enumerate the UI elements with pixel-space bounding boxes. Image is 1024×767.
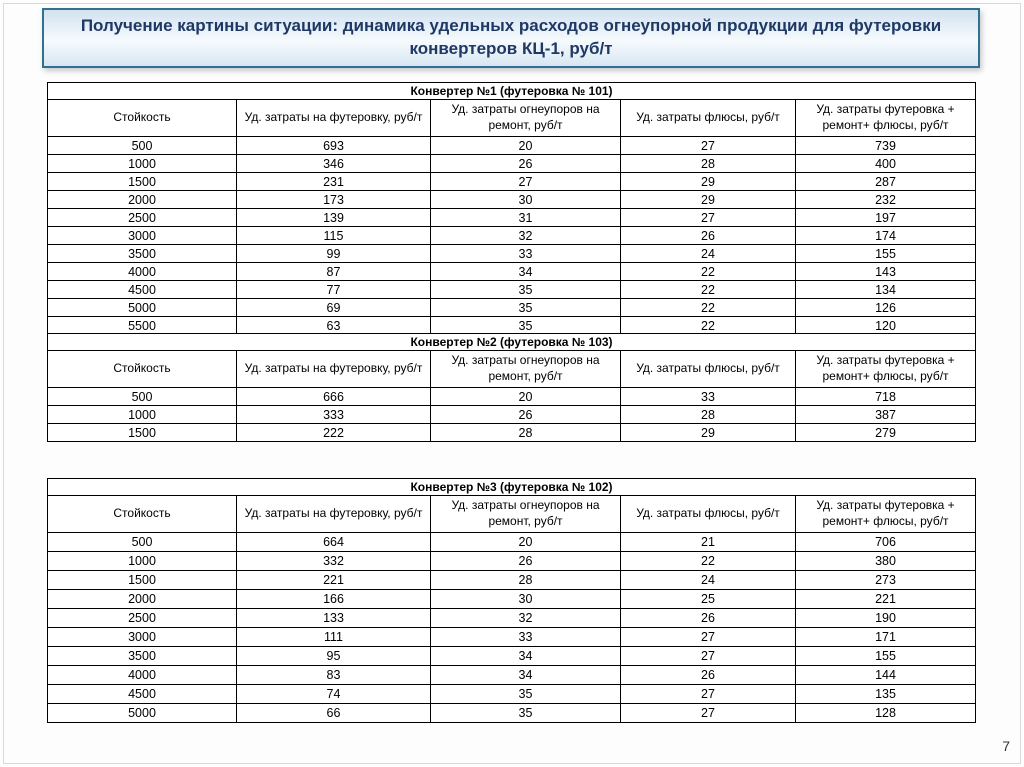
table-converter-3	[47, 478, 976, 723]
cell: 128	[796, 704, 976, 723]
cell: 500	[48, 533, 237, 552]
cell: 22	[621, 263, 796, 281]
table-row	[48, 406, 976, 424]
cell: 30	[431, 590, 621, 609]
cell: 35	[431, 704, 621, 723]
cell: 4000	[48, 666, 237, 685]
cell: 273	[796, 571, 976, 590]
cell: 2000	[48, 590, 237, 609]
cell: 231	[237, 173, 431, 191]
cell: 174	[796, 227, 976, 245]
cell: 111	[237, 628, 431, 647]
cell: 27	[621, 137, 796, 155]
cell: 115	[237, 227, 431, 245]
cell: 664	[237, 533, 431, 552]
table-row	[48, 590, 976, 609]
cell: 35	[431, 685, 621, 704]
cell: 87	[237, 263, 431, 281]
header-row	[48, 496, 976, 533]
cell: 77	[237, 281, 431, 299]
table-row	[48, 299, 976, 317]
cell: 34	[431, 666, 621, 685]
column-header: Уд. затраты на футеровку, руб/т	[237, 351, 431, 388]
table-row	[48, 424, 976, 442]
cell: 21	[621, 533, 796, 552]
cell: 171	[796, 628, 976, 647]
cell: 33	[431, 245, 621, 263]
cell: 27	[621, 628, 796, 647]
column-header: Уд. затраты огнеупоров на ремонт, руб/т	[431, 351, 621, 388]
cell: 718	[796, 388, 976, 406]
cell: 26	[621, 227, 796, 245]
table-row	[48, 388, 976, 406]
table-converter-2	[47, 333, 976, 442]
cell: 31	[431, 209, 621, 227]
table-title: Конвертер №2 (футеровка № 103)	[48, 334, 976, 351]
cell: 29	[621, 191, 796, 209]
table-row	[48, 317, 976, 335]
cell: 26	[621, 609, 796, 628]
cell: 22	[621, 552, 796, 571]
cell: 739	[796, 137, 976, 155]
table-row	[48, 245, 976, 263]
column-header: Уд. затраты флюсы, руб/т	[621, 351, 796, 388]
cell: 232	[796, 191, 976, 209]
table-row	[48, 685, 976, 704]
cell: 26	[431, 406, 621, 424]
cell: 63	[237, 317, 431, 335]
table-title-row	[48, 479, 976, 496]
cell: 95	[237, 647, 431, 666]
cell: 500	[48, 137, 237, 155]
cell: 135	[796, 685, 976, 704]
column-header: Уд. затраты футеровка + ремонт+ флюсы, руб/т	[796, 100, 976, 137]
cell: 500	[48, 388, 237, 406]
table-row	[48, 571, 976, 590]
cell: 120	[796, 317, 976, 335]
cell: 143	[796, 263, 976, 281]
table-row	[48, 191, 976, 209]
table-title: Конвертер №1 (футеровка № 101)	[48, 83, 976, 100]
column-header: Стойкость	[48, 351, 237, 388]
cell: 28	[431, 424, 621, 442]
cell: 5000	[48, 299, 237, 317]
cell: 26	[431, 155, 621, 173]
cell: 400	[796, 155, 976, 173]
cell: 26	[431, 552, 621, 571]
cell: 155	[796, 647, 976, 666]
cell: 33	[621, 388, 796, 406]
column-header: Уд. затраты огнеупоров на ремонт, руб/т	[431, 496, 621, 533]
cell: 27	[621, 209, 796, 227]
table-title-row	[48, 334, 976, 351]
cell: 35	[431, 299, 621, 317]
cell: 332	[237, 552, 431, 571]
cell: 28	[621, 406, 796, 424]
table-title-row	[48, 83, 976, 100]
cell: 1000	[48, 552, 237, 571]
cell: 33	[431, 628, 621, 647]
cell: 3000	[48, 227, 237, 245]
cell: 4500	[48, 281, 237, 299]
cell: 346	[237, 155, 431, 173]
table-row	[48, 533, 976, 552]
cell: 279	[796, 424, 976, 442]
table-row	[48, 281, 976, 299]
cell: 2500	[48, 609, 237, 628]
cell: 2000	[48, 191, 237, 209]
table-title: Конвертер №3 (футеровка № 102)	[48, 479, 976, 496]
cell: 2500	[48, 209, 237, 227]
cell: 155	[796, 245, 976, 263]
column-header: Уд. затраты огнеупоров на ремонт, руб/т	[431, 100, 621, 137]
table-row	[48, 552, 976, 571]
cell: 30	[431, 191, 621, 209]
cell: 27	[621, 704, 796, 723]
cell: 706	[796, 533, 976, 552]
table-row	[48, 704, 976, 723]
cell: 380	[796, 552, 976, 571]
cell: 28	[621, 155, 796, 173]
cell: 34	[431, 263, 621, 281]
cell: 22	[621, 299, 796, 317]
cell: 34	[431, 647, 621, 666]
cell: 197	[796, 209, 976, 227]
cell: 3500	[48, 647, 237, 666]
cell: 666	[237, 388, 431, 406]
column-header: Уд. затраты флюсы, руб/т	[621, 100, 796, 137]
table-row	[48, 209, 976, 227]
cell: 1500	[48, 424, 237, 442]
cell: 5000	[48, 704, 237, 723]
cell: 4500	[48, 685, 237, 704]
cell: 3000	[48, 628, 237, 647]
cell: 20	[431, 137, 621, 155]
table-row	[48, 628, 976, 647]
table-row	[48, 173, 976, 191]
page-number: 7	[1002, 738, 1010, 754]
cell: 66	[237, 704, 431, 723]
cell: 25	[621, 590, 796, 609]
cell: 1500	[48, 571, 237, 590]
cell: 1000	[48, 406, 237, 424]
cell: 190	[796, 609, 976, 628]
table-row	[48, 647, 976, 666]
cell: 27	[621, 685, 796, 704]
cell: 166	[237, 590, 431, 609]
cell: 20	[431, 533, 621, 552]
cell: 83	[237, 666, 431, 685]
cell: 221	[237, 571, 431, 590]
table-converter-1	[47, 82, 976, 335]
cell: 99	[237, 245, 431, 263]
cell: 1500	[48, 173, 237, 191]
cell: 134	[796, 281, 976, 299]
cell: 387	[796, 406, 976, 424]
table-row	[48, 263, 976, 281]
table-row	[48, 137, 976, 155]
table-row	[48, 227, 976, 245]
cell: 35	[431, 317, 621, 335]
cell: 4000	[48, 263, 237, 281]
cell: 28	[431, 571, 621, 590]
cell: 693	[237, 137, 431, 155]
cell: 173	[237, 191, 431, 209]
cell: 3500	[48, 245, 237, 263]
cell: 32	[431, 609, 621, 628]
cell: 126	[796, 299, 976, 317]
column-header: Уд. затраты на футеровку, руб/т	[237, 100, 431, 137]
cell: 287	[796, 173, 976, 191]
column-header: Уд. затраты футеровка + ремонт+ флюсы, руб/т	[796, 351, 976, 388]
cell: 26	[621, 666, 796, 685]
cell: 5500	[48, 317, 237, 335]
column-header: Стойкость	[48, 496, 237, 533]
cell: 29	[621, 424, 796, 442]
cell: 22	[621, 281, 796, 299]
cell: 144	[796, 666, 976, 685]
cell: 69	[237, 299, 431, 317]
cell: 27	[431, 173, 621, 191]
cell: 27	[621, 647, 796, 666]
cell: 29	[621, 173, 796, 191]
title-box	[42, 8, 980, 68]
column-header: Уд. затраты флюсы, руб/т	[621, 496, 796, 533]
cell: 133	[237, 609, 431, 628]
cell: 20	[431, 388, 621, 406]
column-header: Уд. затраты футеровка + ремонт+ флюсы, руб/т	[796, 496, 976, 533]
header-row	[48, 351, 976, 388]
cell: 32	[431, 227, 621, 245]
cell: 24	[621, 245, 796, 263]
table-row	[48, 609, 976, 628]
cell: 24	[621, 571, 796, 590]
column-header: Уд. затраты на футеровку, руб/т	[237, 496, 431, 533]
cell: 1000	[48, 155, 237, 173]
table-row	[48, 155, 976, 173]
cell: 35	[431, 281, 621, 299]
slide-title: Получение картины ситуации: динамика удельных расходов огнеупорной продукции для футеровки конвертеров КЦ-1, руб/т	[80, 16, 942, 58]
cell: 222	[237, 424, 431, 442]
cell: 22	[621, 317, 796, 335]
cell: 74	[237, 685, 431, 704]
column-header: Стойкость	[48, 100, 237, 137]
header-row	[48, 100, 976, 137]
table-row	[48, 666, 976, 685]
cell: 333	[237, 406, 431, 424]
cell: 139	[237, 209, 431, 227]
cell: 221	[796, 590, 976, 609]
